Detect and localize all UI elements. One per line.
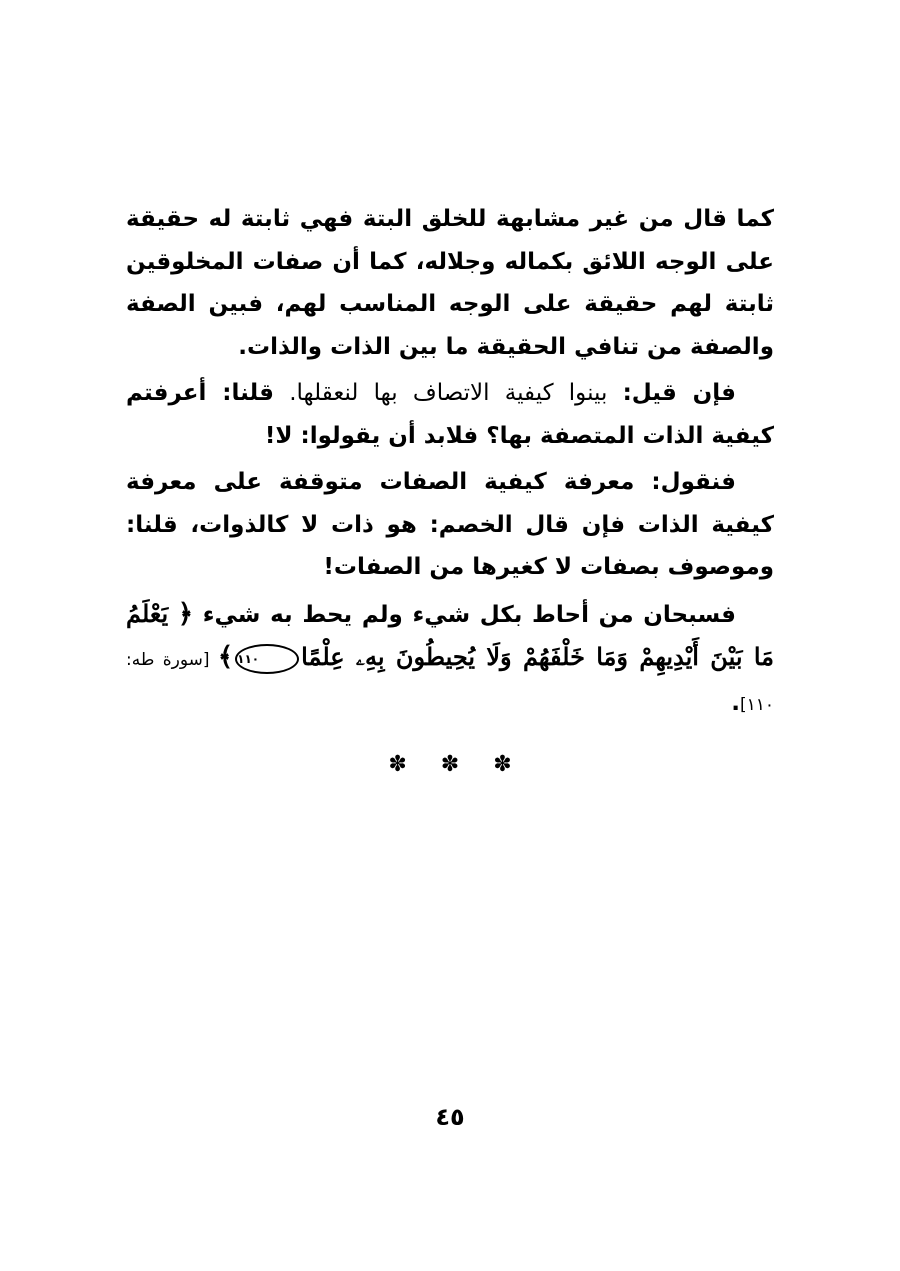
separator-star-icon: ✽ <box>440 752 460 777</box>
paragraph-2-text-a: بينوا كيفية الاتصاف بها لنعقلها. <box>273 380 623 406</box>
section-separator <box>0 752 900 777</box>
paragraph-4 <box>126 593 774 727</box>
paragraph-4-text: فسبحان من أحاط بكل شيء ولم يحط به شيء <box>193 601 736 628</box>
paragraph-4-end: . <box>731 689 740 716</box>
paragraph-2-text-b: قلنا: أعرفتم كيفية الذات المتصفة بها؟ فلابد أن يقولوا: لا! <box>126 380 774 449</box>
paragraph-3: فنقول: معرفة كيفية الصفات متوقفة على معرفة كيفية الذات فإن قال الخصم: هو ذات لا كالذوات، قلنا: وموصوف بصفات لا كغيرها من الصفات! <box>126 469 774 580</box>
paragraph-2 <box>126 372 774 457</box>
body-text <box>126 198 774 730</box>
quran-close-bracket: ﴾ <box>217 642 234 672</box>
paragraph-1: كما قال من غير مشابهة للخلق البتة فهي ثابتة له حقيقة على الوجه اللائق بكماله وجلاله، كما أن صفات المخلوقين ثابتة لهم حقيقة على الوجه المناسب لهم، فبين الصفة والصفة من تنافي الحقيقة ما بين الذات والذات. <box>126 206 774 360</box>
surah-reference: [سورة طه: ١١٠] <box>126 650 774 715</box>
page-number: ٤٥ <box>435 1103 465 1131</box>
separator-star-icon: ✽ <box>388 752 407 777</box>
quran-verse: يَعْلَمُ مَا بَيْنَ أَيْدِيهِمْ وَمَا خَلْفَهُمْ وَلَا يُحِيطُونَ بِهِۦ عِلْمًا <box>126 598 774 671</box>
paragraph-2-lead: فإن قيل: <box>622 380 736 406</box>
ayah-number-marker: ١١٠ <box>235 644 299 674</box>
quran-open-bracket: ﴿ <box>177 598 194 629</box>
separator-star-icon: ✽ <box>493 752 512 777</box>
